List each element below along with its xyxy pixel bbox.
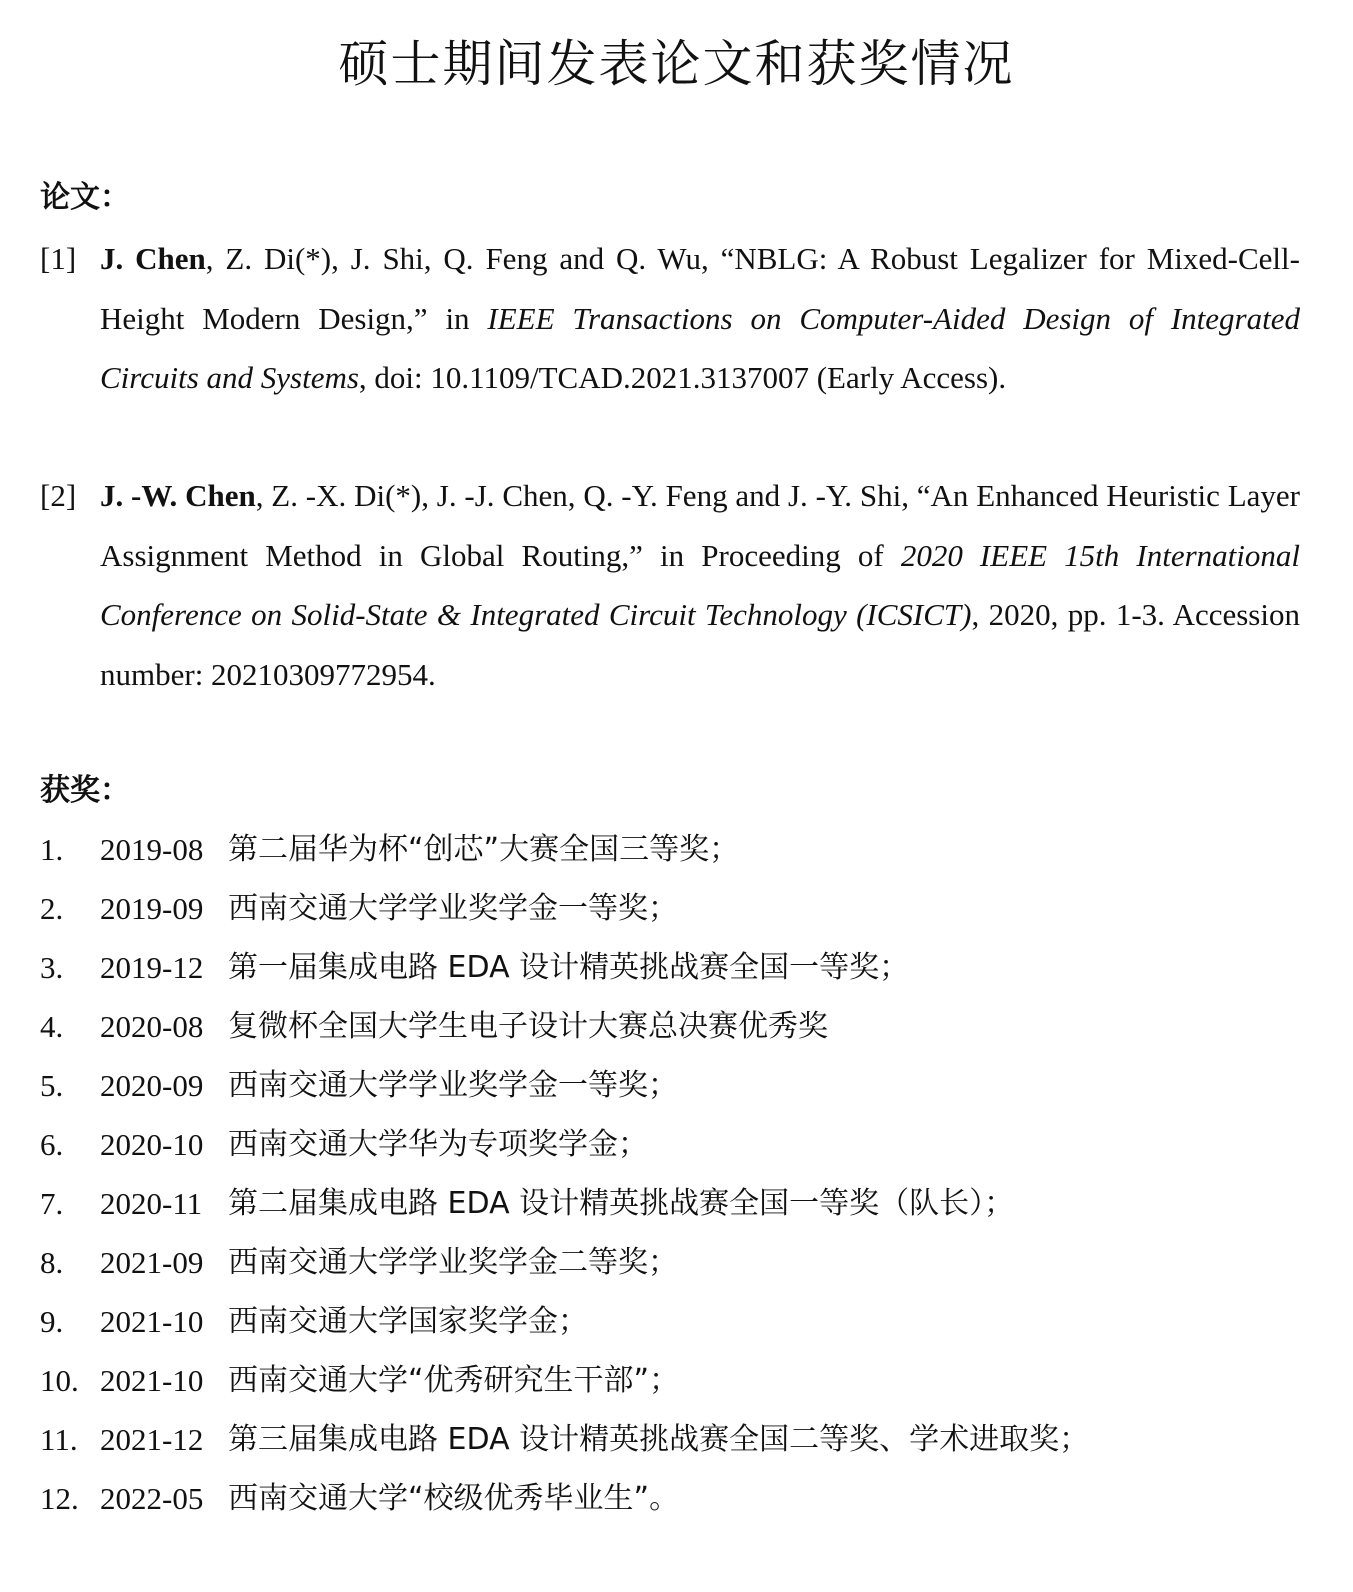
award-text: 西南交通大学“优秀研究生干部”； xyxy=(228,1363,680,1398)
award-text: 西南交通大学学业奖学金一等奖； xyxy=(228,891,678,926)
award-item xyxy=(40,820,1300,879)
award-text: 西南交通大学学业奖学金一等奖； xyxy=(228,1068,678,1103)
paper-in: in Proceeding of xyxy=(642,537,901,573)
award-item xyxy=(40,938,1300,997)
award-number: 6. xyxy=(40,1127,64,1162)
award-number: 3. xyxy=(40,950,64,985)
award-item xyxy=(40,879,1300,938)
paper-title: “An Enhanced Heuristic Layer Assignment Method in Global Routing,” xyxy=(100,478,1300,573)
award-text: 西南交通大学学业奖学金二等奖； xyxy=(228,1245,678,1280)
award-number: 8. xyxy=(40,1245,64,1280)
award-number: 12. xyxy=(40,1481,79,1516)
paper-entry xyxy=(40,466,1300,704)
awards-heading: 获奖： xyxy=(40,773,130,808)
award-text: 第一届集成电路 EDA 设计精英挑战赛全国一等奖； xyxy=(228,950,910,985)
award-item xyxy=(40,1115,1300,1174)
page-title: 硕士期间发表论文和获奖情况 xyxy=(338,35,1015,93)
award-number: 11. xyxy=(40,1422,78,1457)
award-text: 复微杯全国大学生电子设计大赛总决赛优秀奖 xyxy=(228,1009,828,1044)
paper-coauthors: , Z. Di(*), J. Shi, Q. Feng and Q. Wu, xyxy=(205,241,721,276)
paper-citation xyxy=(100,466,1300,704)
award-number: 9. xyxy=(40,1304,64,1339)
award-number: 5. xyxy=(40,1068,64,1103)
award-item xyxy=(40,1351,1300,1410)
paper-venue: IEEE Transactions on Computer-Aided Design of Integrated Circuits and Systems xyxy=(100,300,1300,395)
paper-details: , 2020, pp. 1-3. Accession number: 20210309772954. xyxy=(100,597,1300,692)
award-number: 2. xyxy=(40,891,64,926)
award-text: 西南交通大学国家奖学金； xyxy=(228,1304,588,1339)
award-item xyxy=(40,1410,1300,1469)
paper-number: [2] xyxy=(40,478,77,513)
award-date: 2020-10 xyxy=(100,1127,204,1162)
award-date: 2020-09 xyxy=(100,1068,204,1103)
award-date: 2021-09 xyxy=(100,1245,204,1280)
award-item xyxy=(40,1233,1300,1292)
award-item xyxy=(40,997,1300,1056)
award-date: 2019-09 xyxy=(100,891,204,926)
award-date: 2019-08 xyxy=(100,832,204,867)
award-date: 2022-05 xyxy=(100,1481,204,1516)
award-date: 2021-10 xyxy=(100,1304,204,1339)
award-number: 10. xyxy=(40,1363,79,1398)
award-item xyxy=(40,1174,1300,1233)
papers-heading: 论文： xyxy=(40,180,130,215)
paper-title: “NBLG: A Robust Legalizer for Mixed-Cell-Height Modern Design,” xyxy=(100,241,1300,336)
award-item xyxy=(40,1469,1300,1528)
award-number: 4. xyxy=(40,1009,64,1044)
paper-entry xyxy=(40,229,1300,408)
award-date: 2021-12 xyxy=(100,1422,204,1457)
award-item xyxy=(40,1056,1300,1115)
award-item xyxy=(40,1292,1300,1351)
paper-lead-author: J. Chen xyxy=(100,241,206,276)
awards-list xyxy=(40,820,1300,1528)
award-text: 第二届集成电路 EDA 设计精英挑战赛全国一等奖（队长）； xyxy=(228,1186,1015,1221)
award-text: 第二届华为杯“创芯”大赛全国三等奖； xyxy=(228,832,740,867)
paper-number: [1] xyxy=(40,241,77,276)
award-date: 2019-12 xyxy=(100,950,204,985)
award-date: 2021-10 xyxy=(100,1363,204,1398)
award-number: 7. xyxy=(40,1186,64,1221)
paper-coauthors: , Z. -X. Di(*), J. -J. Chen, Q. -Y. Feng and J. -Y. Shi, xyxy=(255,478,917,513)
paper-venue: 2020 IEEE 15th International Conference on Solid-State & Integrated Circuit Technology (ICSICT) xyxy=(100,537,1301,632)
paper-details: , doi: 10.1109/TCAD.2021.3137007 (Early Access). xyxy=(358,360,1007,395)
award-date: 2020-08 xyxy=(100,1009,204,1044)
award-text: 西南交通大学华为专项奖学金； xyxy=(228,1127,648,1162)
award-number: 1. xyxy=(40,832,64,867)
award-text: 第三届集成电路 EDA 设计精英挑战赛全国二等奖、学术进取奖； xyxy=(228,1422,1090,1457)
paper-in: in xyxy=(427,300,488,336)
award-text: 西南交通大学“校级优秀毕业生”。 xyxy=(228,1481,680,1516)
award-date: 2020-11 xyxy=(100,1186,203,1221)
paper-citation xyxy=(100,229,1300,408)
paper-lead-author: J. -W. Chen xyxy=(100,478,256,513)
